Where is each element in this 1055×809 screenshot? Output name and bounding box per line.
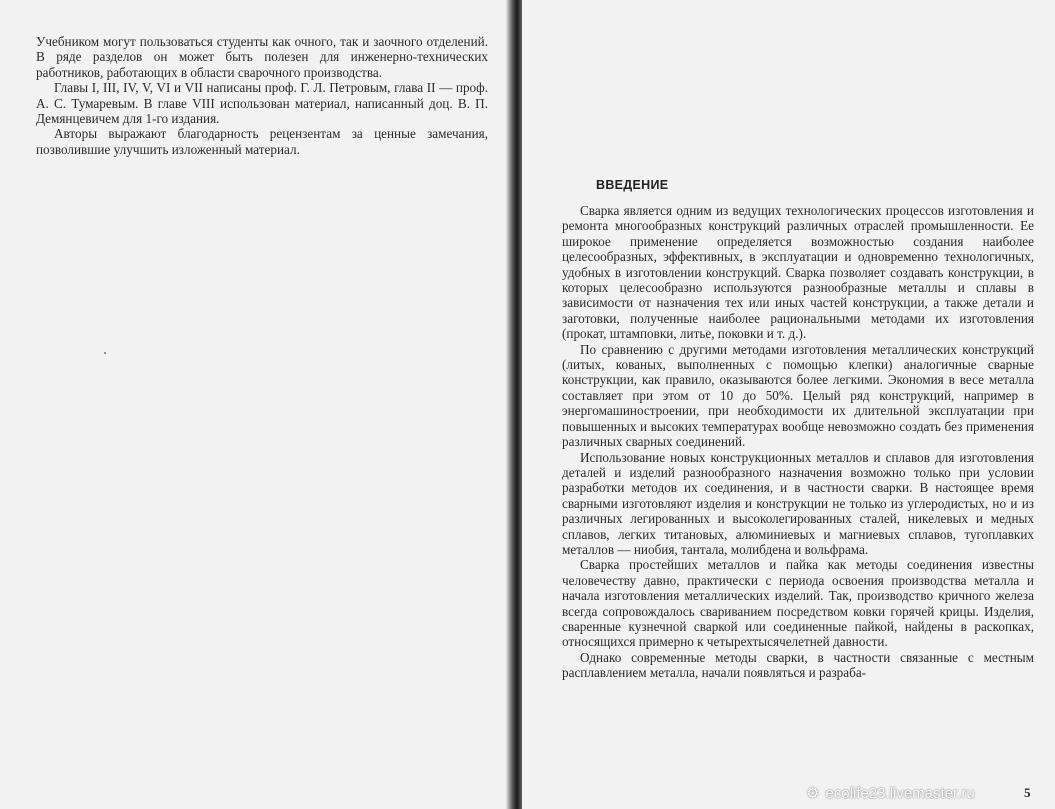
left-page-text — [36, 34, 488, 157]
paragraph: Учебником могут пользоваться студенты как очного, так и заочного отделений. В ряде разделов он может быть полезен для инженерно-технических работников, работающих в области сварочного производства. — [36, 34, 488, 80]
paragraph: Использование новых конструкционных металлов и сплавов для изготовления деталей и изделий разнообразного назначения возможно только при условии разработки методов их соединения, и в частности сварки. В настоящее время сварными изготовляют изделия и конструкции не только из углеродистых, но и из различных легированных и высоколегированных сталей, никелевых и медных сплавов, легких титановых, алюминиевых и магниевых сплавов, тугоплавких металлов — ниобия, тантала, молибдена и вольфрама. — [562, 449, 1034, 557]
watermark — [806, 784, 975, 802]
chapter-heading: ВВЕДЕНИЕ — [596, 178, 669, 192]
left-page — [0, 0, 510, 809]
right-page-text — [562, 203, 1034, 681]
watermark-text: ecolife23.livemaster.ru — [825, 785, 975, 802]
paragraph: Сварка является одним из ведущих технологических процессов изготовления и ремонта многообразных конструкций различных отраслей промышленности. Ее широкое применение определяется возможностью создания наиболее целесообразных, эффективных, в эксплуатации и одновременно технологичных, удобных в изготовлении конструкций. Сварка позволяет создавать конструкции, в которых целесообразно используются разнообразные металлы и сплавы в зависимости от назначения тех или иных частей конструкции, а также детали и заготовки, полученные наиболее рациональными методами их изготовления (прокат, штамповки, литье, поковки и т. д.). — [562, 203, 1034, 342]
paragraph: Авторы выражают благодарность рецензентам за ценные замечания, позволившие улучшить изложенный материал. — [36, 126, 488, 157]
gear-icon: ⚙ — [806, 785, 820, 802]
paragraph: По сравнению с другими методами изготовления металлических конструкций (литых, кованых, выполненных с помощью клепки) аналогичные сварные конструкции, как правило, оказываются более легкими. Экономия в весе металла составляет при этом от 10 до 50%. Целый ряд конструкций, например в энергомашиностроении, при необходимости их длительной эксплуатации при повышенных и высоких температурах вообще невозможно создать без применения различных сварных соединений. — [562, 341, 1034, 450]
page-number: 5 — [1024, 785, 1031, 800]
paragraph: Главы I, III, IV, V, VI и VII написаны проф. Г. Л. Петровым, глава II — проф. А. С. Тумаревым. В главе VIII использован материал, написанный доц. В. П. Демянцевичем для 1-го издания. — [36, 80, 488, 127]
paragraph: Сварка простейших металлов и пайка как методы соединения известны человечеству давно, практически с периода освоения производства металла и начала изготовления металлических изделий. Так, производство кричного железа всегда сопровождалось свариванием посредством ковки горячей крицы. Изделия, сваренные кузнечной сваркой или соединенные пайкой, найдены в раскопках, относящихся примерно к четырехтысячелетней давности. — [562, 557, 1034, 650]
paragraph: Однако современные методы сварки, в частности связанные с местным расплавлением металла, начали появляться и разраба- — [562, 649, 1034, 681]
print-speck — [104, 352, 106, 354]
